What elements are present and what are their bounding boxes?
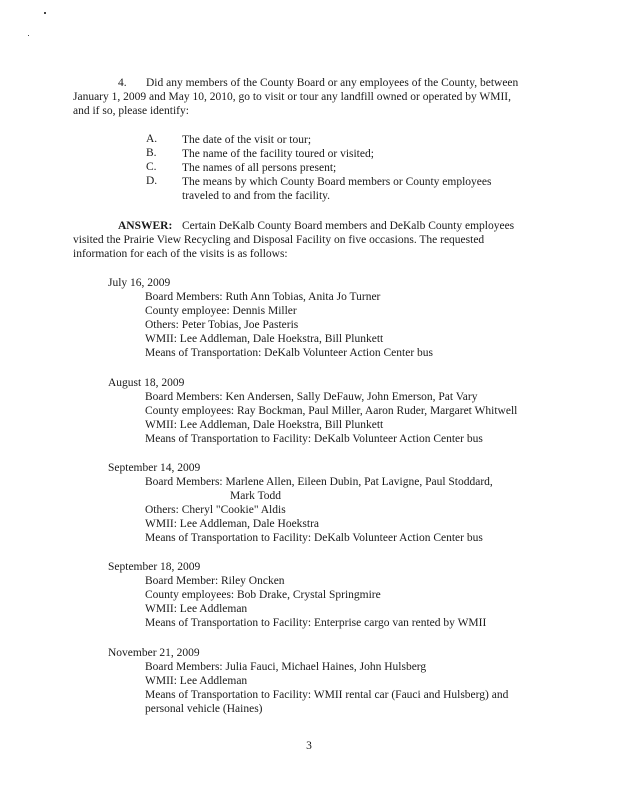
subitem-text: The names of all persons present; (182, 162, 337, 174)
question-line-2: January 1, 2009 and May 10, 2010, go to visit or tour any landfill owned or operated by WMII, (73, 91, 511, 103)
visit-detail: WMII: Lee Addleman, Dale Hoekstra, Bill Plunkett (145, 333, 384, 345)
scan-speck (44, 12, 46, 14)
visit-date: August 18, 2009 (108, 377, 185, 389)
page-number: 3 (306, 740, 312, 752)
visit-detail: WMII: Lee Addleman (145, 675, 248, 687)
visit-detail: Means of Transportation to Facility: DeKalb Volunteer Action Center bus (145, 433, 483, 445)
visit-detail: Board Members: Ruth Ann Tobias, Anita Jo Turner (145, 291, 381, 303)
question-line-3: and if so, please identify: (73, 105, 189, 117)
visit-detail: personal vehicle (Haines) (145, 703, 263, 715)
subitem-text-continued: traveled to and from the facility. (182, 190, 331, 202)
visit-detail: Board Members: Julia Fauci, Michael Haines, John Hulsberg (145, 661, 427, 673)
subitem-letter: B. (146, 147, 157, 159)
visit-detail: County employees: Bob Drake, Crystal Springmire (145, 589, 381, 601)
visit-date: July 16, 2009 (108, 277, 171, 289)
subitem-text: The name of the facility toured or visited; (182, 148, 374, 160)
question-number: 4. (118, 77, 127, 89)
answer-line-3: information for each of the visits is as follows: (73, 248, 288, 260)
visit-date: September 18, 2009 (108, 561, 201, 573)
subitem-text: The date of the visit or tour; (182, 134, 312, 146)
visit-detail: Means of Transportation to Facility: WMII rental car (Fauci and Hulsberg) and (145, 689, 509, 701)
answer-line-1: Certain DeKalb County Board members and DeKalb County employees (182, 220, 515, 232)
visit-detail: Board Members: Ken Andersen, Sally DeFauw, John Emerson, Pat Vary (145, 391, 478, 403)
subitem-letter: D. (146, 175, 158, 187)
visit-detail: Board Member: Riley Oncken (145, 575, 285, 587)
visit-detail: WMII: Lee Addleman (145, 603, 248, 615)
visit-detail: Board Members: Marlene Allen, Eileen Dubin, Pat Lavigne, Paul Stoddard, (145, 476, 493, 488)
subitem-text: The means by which County Board members or County employees (182, 176, 492, 188)
answer-line-2: visited the Prairie View Recycling and Disposal Facility on five occasions. The requested (73, 234, 485, 246)
visit-detail: County employees: Ray Bockman, Paul Miller, Aaron Ruder, Margaret Whitwell (145, 405, 518, 417)
subitem-letter: C. (146, 161, 157, 173)
question-line-1: Did any members of the County Board or any employees of the County, between (146, 77, 519, 89)
visit-detail: WMII: Lee Addleman, Dale Hoekstra (145, 518, 320, 530)
visit-detail: County employee: Dennis Miller (145, 305, 297, 317)
subitem-letter: A. (146, 133, 158, 145)
visit-date: November 21, 2009 (108, 647, 200, 659)
visit-detail: Others: Peter Tobias, Joe Pasteris (145, 319, 299, 331)
visit-date: September 14, 2009 (108, 462, 201, 474)
scan-speck (28, 35, 29, 36)
answer-label: ANSWER: (118, 220, 173, 232)
visit-detail: Means of Transportation: DeKalb Volunteer Action Center bus (145, 347, 433, 359)
visit-detail-continued: Mark Todd (230, 490, 282, 502)
visit-detail: WMII: Lee Addleman, Dale Hoekstra, Bill Plunkett (145, 419, 384, 431)
visit-detail: Others: Cheryl "Cookie" Aldis (145, 504, 286, 516)
visit-detail: Means of Transportation to Facility: Enterprise cargo van rented by WMII (145, 617, 487, 629)
visit-detail: Means of Transportation to Facility: DeKalb Volunteer Action Center bus (145, 532, 483, 544)
